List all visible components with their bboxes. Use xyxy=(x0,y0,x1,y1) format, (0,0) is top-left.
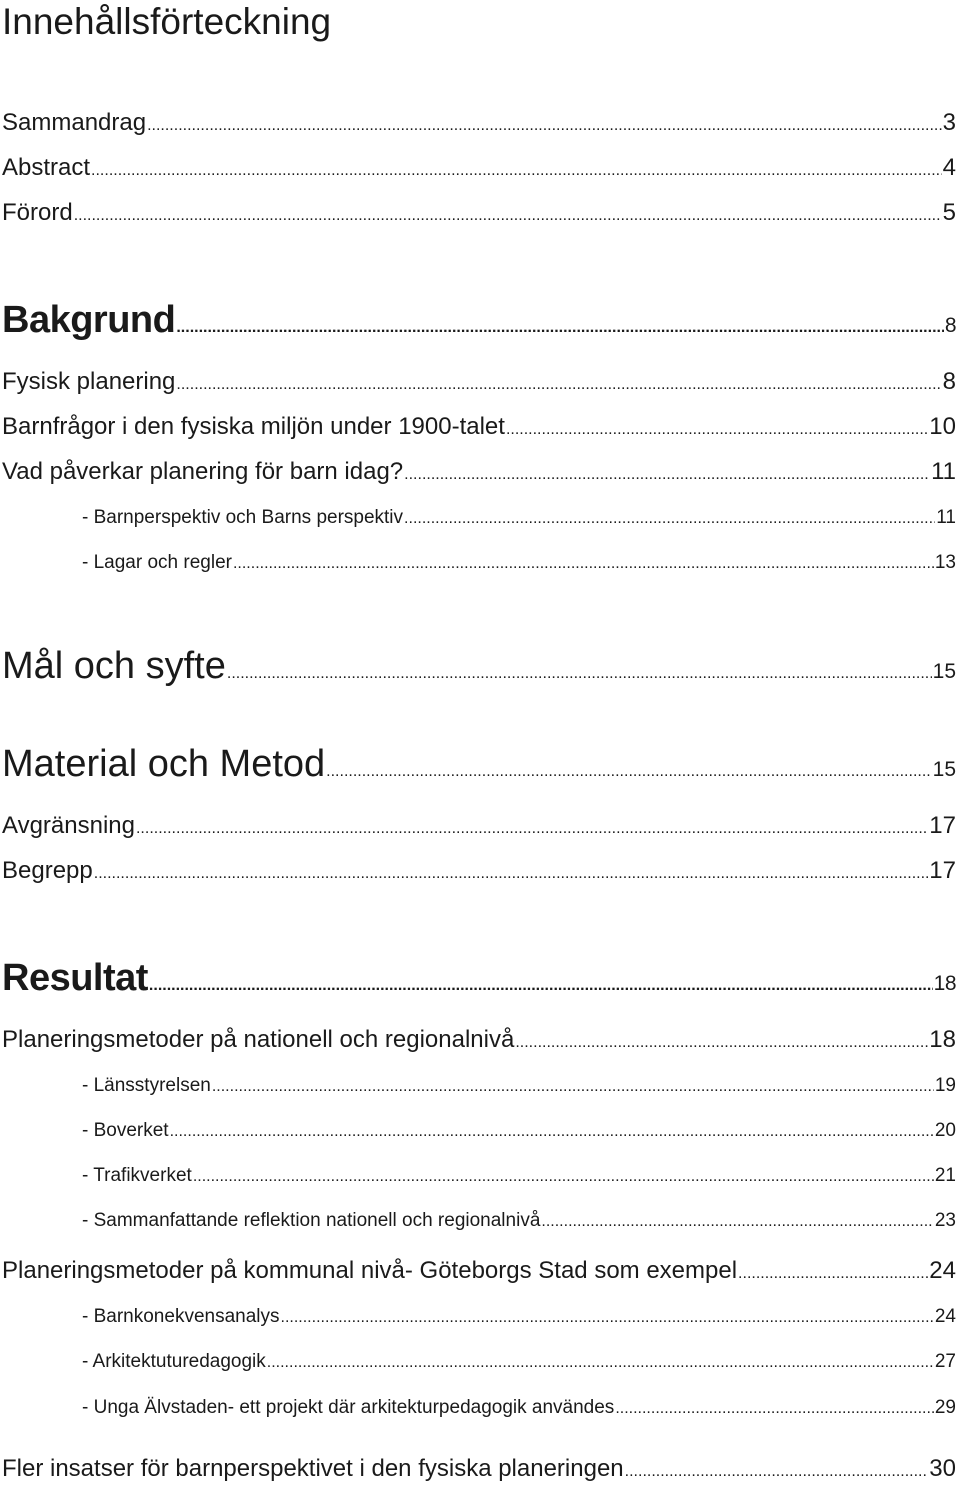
toc-label: - Länsstyrelsen xyxy=(82,1075,211,1096)
dot-leader xyxy=(615,1397,934,1421)
toc-subentry-lagar[interactable] xyxy=(82,551,956,576)
toc-subentry-sammanfattande[interactable] xyxy=(82,1209,956,1234)
toc-page-number: 18 xyxy=(933,972,956,995)
toc-section-resultat[interactable] xyxy=(2,955,956,1009)
toc-page-number: 17 xyxy=(929,857,956,884)
dot-leader xyxy=(170,1120,934,1144)
dot-leader xyxy=(267,1351,934,1375)
dot-leader xyxy=(94,859,929,889)
toc-entry-fysisk-planering[interactable] xyxy=(2,367,956,400)
toc-page-number: 24 xyxy=(929,1257,956,1284)
toc-entry-begrepp[interactable] xyxy=(2,856,956,889)
dot-leader xyxy=(176,370,941,400)
toc-section-material-och-metod[interactable] xyxy=(2,741,956,795)
toc-page-number: 11 xyxy=(931,458,956,485)
toc-label: Planeringsmetoder på nationell och regionalnivå xyxy=(2,1026,515,1053)
toc-page-number: 11 xyxy=(936,507,956,528)
toc-page-number: 27 xyxy=(934,1351,956,1372)
dot-leader xyxy=(506,415,928,445)
toc-page-number: 29 xyxy=(934,1397,956,1418)
toc-label: Resultat xyxy=(2,957,148,999)
toc-page-number: 15 xyxy=(932,758,956,781)
toc-label: - Boverket xyxy=(82,1120,169,1141)
toc-entry-fler-insatser[interactable] xyxy=(2,1454,956,1487)
dot-leader xyxy=(738,1259,928,1289)
dot-leader xyxy=(149,963,933,1009)
toc-entry-kommunal[interactable] xyxy=(2,1256,956,1289)
toc-label: - Trafikverket xyxy=(82,1165,192,1186)
toc-label: - Barnperspektiv och Barns perspektiv xyxy=(82,507,404,528)
page-title: Innehållsförteckning xyxy=(2,1,332,42)
toc-entry-vad-paverkar[interactable] xyxy=(2,457,956,490)
toc-page-number: 23 xyxy=(934,1210,956,1231)
toc-page-number: 3 xyxy=(942,109,956,136)
toc-label: Begrepp xyxy=(2,857,93,884)
dot-leader xyxy=(233,552,934,576)
dot-leader xyxy=(176,305,943,351)
toc-page-number: 8 xyxy=(942,368,956,395)
toc-label: Material och Metod xyxy=(2,743,326,785)
toc-page-number: 20 xyxy=(934,1120,956,1141)
toc-label: - Arkitektuturedagogik xyxy=(82,1351,266,1372)
toc-subentry-lansstyrelsen[interactable] xyxy=(82,1074,956,1099)
dot-leader xyxy=(147,111,942,141)
toc-subentry-barnperspektiv[interactable] xyxy=(82,506,956,531)
toc-subentry-trafikverket[interactable] xyxy=(82,1164,956,1189)
toc-entry-nationell-regional[interactable] xyxy=(2,1025,956,1058)
toc-entry-forord[interactable] xyxy=(2,198,956,231)
toc-subentry-barnkonsekvensanalys[interactable] xyxy=(82,1305,956,1330)
dot-leader xyxy=(404,460,930,490)
toc-label: - Barnkonekvensanalys xyxy=(82,1306,280,1327)
dot-leader xyxy=(193,1165,934,1189)
toc-label: Mål och syfte xyxy=(2,645,226,687)
toc-page-number: 5 xyxy=(942,199,956,226)
dot-leader xyxy=(541,1210,933,1234)
toc-subentry-arkitekturpedagogik[interactable] xyxy=(82,1350,956,1375)
toc-page-number: 21 xyxy=(934,1165,956,1186)
toc-page-number: 19 xyxy=(934,1075,956,1096)
dot-leader xyxy=(326,749,931,795)
dot-leader xyxy=(74,201,942,231)
toc-label: Sammandrag xyxy=(2,109,147,136)
toc-label: Abstract xyxy=(2,154,91,181)
toc-label: Bakgrund xyxy=(2,299,176,341)
toc-section-bakgrund[interactable] xyxy=(2,297,956,351)
dot-leader xyxy=(212,1075,934,1099)
toc-label: Avgränsning xyxy=(2,812,135,839)
toc-page-number: 13 xyxy=(934,552,956,573)
toc-page-number: 4 xyxy=(942,154,956,181)
toc-label: Vad påverkar planering för barn idag? xyxy=(2,458,404,485)
dot-leader xyxy=(404,507,935,531)
toc-label: Planeringsmetoder på kommunal nivå- Göteborgs Stad som exempel xyxy=(2,1257,738,1284)
toc-page-number: 17 xyxy=(929,812,956,839)
toc-label: Förord xyxy=(2,199,73,226)
dot-leader xyxy=(625,1457,929,1487)
dot-leader xyxy=(136,814,928,844)
toc-entry-barnfragor[interactable] xyxy=(2,412,956,445)
toc-page-number: 8 xyxy=(944,314,956,337)
toc-label: Fler insatser för barnperspektivet i den fysiska planeringen xyxy=(2,1455,624,1482)
toc-page-number: 10 xyxy=(929,413,956,440)
toc-entry-avgransning[interactable] xyxy=(2,811,956,844)
toc-page-number: 15 xyxy=(932,660,956,683)
toc-label: Barnfrågor i den fysiska miljön under 1900-talet xyxy=(2,413,505,440)
toc-label: - Lagar och regler xyxy=(82,552,232,573)
toc-subentry-unga-alvstaden[interactable] xyxy=(82,1396,956,1421)
toc-label: - Sammanfattande reflektion nationell och regionalnivå xyxy=(82,1210,541,1231)
dot-leader xyxy=(227,651,932,697)
toc-section-mal-och-syfte[interactable] xyxy=(2,643,956,697)
toc-subentry-boverket[interactable] xyxy=(82,1119,956,1144)
toc-label: - Unga Älvstaden- ett projekt där arkitekturpedagogik användes xyxy=(82,1397,615,1418)
toc-entry-abstract[interactable] xyxy=(2,153,956,186)
toc-page-number: 18 xyxy=(929,1026,956,1053)
dot-leader xyxy=(91,156,942,186)
toc-label: Fysisk planering xyxy=(2,368,176,395)
toc-page-number: 30 xyxy=(929,1455,956,1482)
dot-leader xyxy=(281,1306,934,1330)
toc-page-number: 24 xyxy=(934,1306,956,1327)
toc-entry-sammandrag[interactable] xyxy=(2,108,956,141)
dot-leader xyxy=(515,1028,928,1058)
